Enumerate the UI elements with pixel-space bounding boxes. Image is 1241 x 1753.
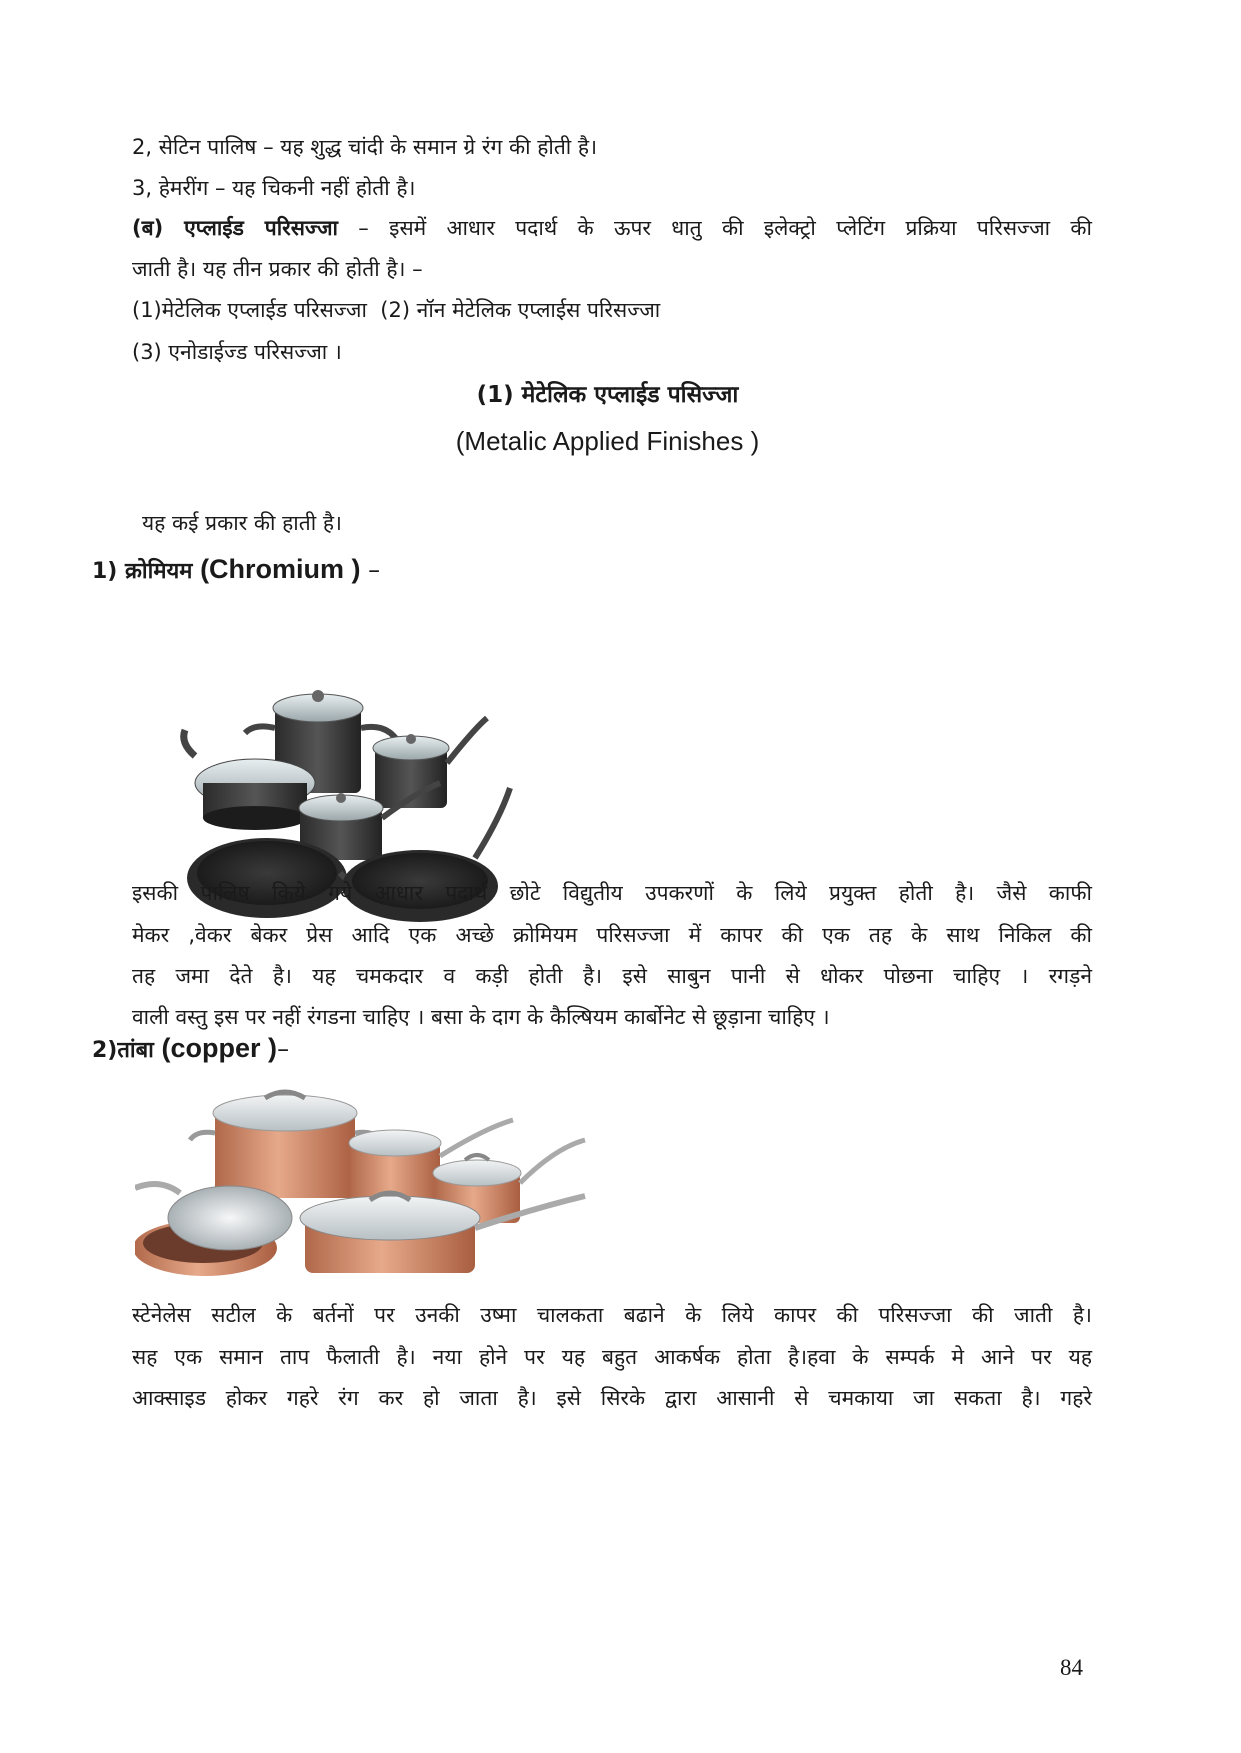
section-title-english: (Metalic Applied Finishes ) <box>455 426 760 456</box>
chromium-para-line-1: इसकी पालिष किये गये आधार पदार्थ छोटे विद्युतीय उपकरणों के लिये प्रयुक्त होती है। जैसे काफी <box>132 881 1092 905</box>
chromium-para-line-3: तह जमा देते है। यह चमकदार व कड़ी होती है। इसे साबुन पानी से धोकर पोछना चाहिए । रगड़ने <box>132 964 1092 988</box>
copper-para-line-3: आक्साइड होकर गहरे रंग कर हो जाता है। इसे सिरके द्वारा आसानी से चमकाया जा सकता है। गहरे <box>132 1386 1092 1410</box>
intro-text: यह कई प्रकार की हाती है। <box>142 511 342 535</box>
chromium-para-line-2: मेकर ,वेकर बेकर प्रेस आदि एक अच्छे क्रोमियम परिसज्जा में कापर की एक तह के साथ निकिल की <box>132 923 1092 947</box>
section-title-hindi: (1) मेटेलिक एप्लाईड पसिज्जा <box>476 382 739 408</box>
applied-finish-description: – इसमें आधार पदार्थ के ऊपर धातु की इलेक्ट्रो प्लेटिंग प्रक्रिया परिसज्जा की <box>337 216 1092 240</box>
copper-cookware-drawing <box>135 1078 665 1288</box>
text-line-three-types: जाती है। यह तीन प्रकार की होती है। – <box>132 257 423 281</box>
applied-finish-label: (ब) एप्लाईड परिसज्जा <box>132 216 338 240</box>
text-line-types-list: (1)मेटेलिक एप्लाईड परिसज्जा (2) नॉन मेटेलिक एप्लाईस परिसज्जा <box>132 298 661 322</box>
chromium-para-line-4: वाली वस्तु इस पर नहीं रंगडना चाहिए । बसा के दाग के कैल्षियम कार्बोनेट से छूड़ाना चाहिए । <box>132 1005 830 1029</box>
copper-para-line-1: स्टेनेलेस सटील के बर्तनों पर उनकी उष्मा चालकता बढाने के लिये कापर की परिसज्जा की जाती है। <box>132 1303 1092 1327</box>
chromium-heading: 1) क्रोमियम (Chromium ) – <box>92 554 381 584</box>
text-line-applied-finish <box>132 213 1092 243</box>
text-line-satin-polish: 2, सेटिन पालिष – यह शुद्ध चांदी के समान ग्रे रंग की होती है। <box>132 135 598 159</box>
text-line-hammering: 3, हेमरींग – यह चिकनी नहीं होती है। <box>132 176 416 200</box>
copper-para-line-2: सह एक समान ताप फैलाती है। नया होने पर यह बहुत आकर्षक होता है।हवा के सम्पर्क मे आने पर यह <box>132 1345 1092 1369</box>
copper-cookware-image <box>135 1078 665 1288</box>
page-number: 84 <box>1060 1655 1083 1680</box>
copper-heading: 2)तांबा (copper )– <box>92 1033 290 1063</box>
text-line-anodized: (3) एनोडाईज्ड परिसज्जा । <box>132 340 342 364</box>
